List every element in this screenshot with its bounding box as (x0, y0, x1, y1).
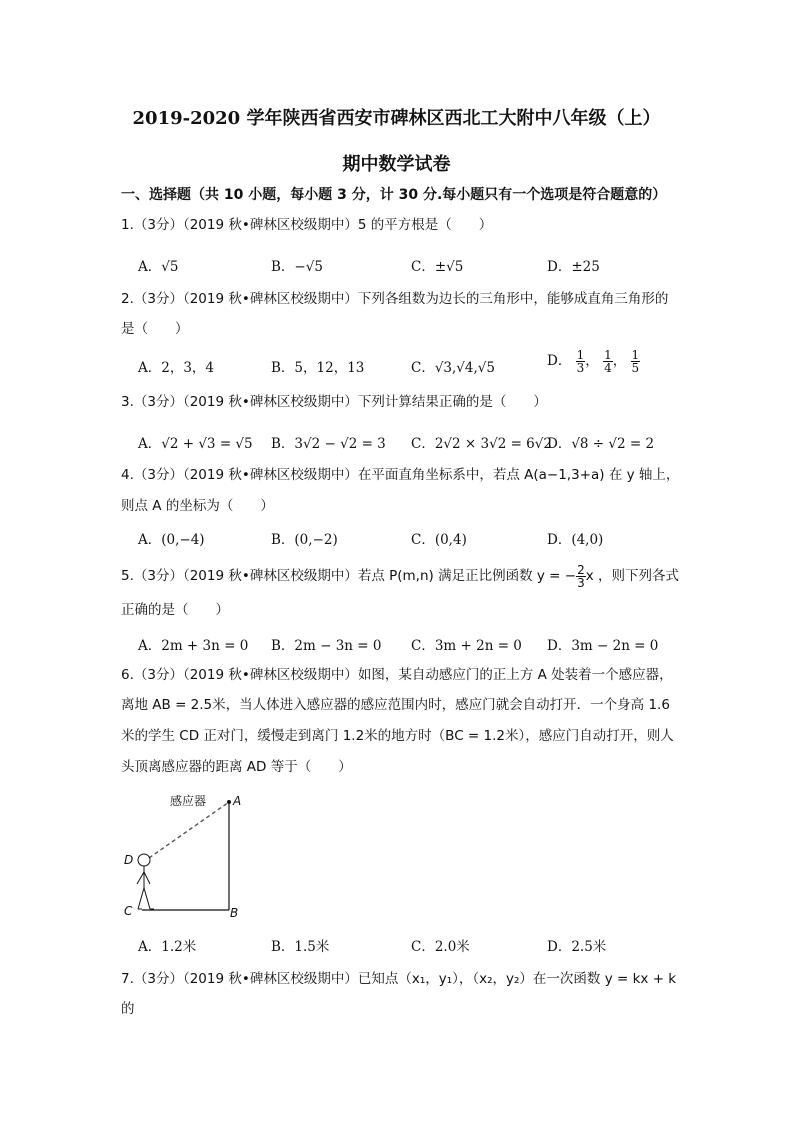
q4-option-d: D．(4,0) (547, 532, 604, 548)
question-4-options (138, 528, 678, 552)
label-sensor: 感应器 (170, 794, 207, 808)
q6-option-c: C．2.0米 (411, 939, 470, 955)
student-figure (137, 854, 154, 909)
q3-option-c: C．2√2 × 3√2 = 6√2 (411, 436, 552, 452)
q2-fraction-3: $\frac{1}{5}$ (631, 348, 640, 375)
question-2-stem-line-2: 是（ ） (121, 321, 189, 337)
q2-option-b: B．5，12，13 (271, 360, 365, 376)
label-c: C (124, 904, 133, 918)
question-3-options (138, 432, 678, 456)
question-6-line-2: 离地 AB = 2.5米，当人体进入感应器的感应范围内时，感应门就会自动打开．一个身高 1.6 (121, 697, 670, 713)
question-1-options (138, 255, 678, 279)
q5-option-d: D．3m − 2n = 0 (547, 638, 659, 654)
q3-option-a: A．√2 + √3 = √5 (138, 436, 253, 452)
title-line-1: 2019-2020 学年陕西省西安市碑林区西北工大附中八年级（上） (132, 108, 661, 129)
q1-option-b: B．−√5 (271, 259, 323, 275)
question-6-line-1: 6.（3分）（2019 秋•碑林区校级期中）如图，某自动感应门的正上方 A 处装着一个感应器， (121, 667, 673, 683)
q2-option-c: C．√3,√4,√5 (411, 360, 495, 376)
question-1-stem: 1.（3分）（2019 秋•碑林区校级期中）5 的平方根是（ ） (121, 217, 493, 233)
q5-fraction: $\frac{2}{3}$ (577, 562, 585, 590)
q5-option-a: A．2m + 3n = 0 (138, 638, 249, 654)
question-3-stem: 3.（3分）（2019 秋•碑林区校级期中）下列计算结果正确的是（ ） (121, 394, 547, 410)
q6-option-b: B．1.5米 (271, 939, 330, 955)
q1-option-c: C．±√5 (411, 259, 464, 275)
q4-option-c: C．(0,4) (411, 532, 467, 548)
question-6-options (138, 935, 678, 959)
q1-option-d: D．±25 (547, 259, 600, 275)
title-line-2: 期中数学试卷 (342, 154, 451, 175)
label-a: A (233, 794, 242, 808)
question-4-stem-line-2: 则点 A 的坐标为（ ） (121, 498, 274, 514)
q2-option-d-prefix: D． (547, 353, 572, 369)
q2-option-a: A．2，3，4 (138, 360, 215, 376)
q1-option-a: A．√5 (138, 259, 179, 275)
question-5-options (138, 634, 678, 658)
sensor-point (227, 800, 231, 804)
q2-fraction-1: $\frac{1}{3}$ (576, 348, 585, 375)
question-6-line-4: 头顶离感应器的距离 AD 等于（ ） (121, 759, 352, 775)
section-heading: 一、选择题（共 10 小题，每小题 3 分，计 30 分.每小题只有一个选项是符合题意的） (121, 187, 667, 203)
q4-option-a: A．(0,−4) (138, 532, 205, 548)
q6-option-d: D．2.5米 (547, 939, 607, 955)
q2-option-d: D． $\frac{1}{3}$ ， $\frac{1}{4}$ ， $\frac{1}{5}$ (547, 348, 640, 375)
question-2-stem-line-1: 2.（3分）（2019 秋•碑林区校级期中）下列各组数为边长的三角形中，能够成直角三角形的 (121, 291, 669, 307)
q5-option-c: C．3m + 2n = 0 (411, 638, 522, 654)
q3-option-b: B．3√2 − √2 = 3 (271, 436, 386, 452)
q2-fraction-2: $\frac{1}{4}$ (604, 348, 612, 375)
label-b: B (230, 906, 239, 920)
q5-option-b: B．2m − 3n = 0 (271, 638, 382, 654)
question-5-stem-line-1 (121, 561, 681, 591)
q4-option-b: B．(0,−2) (271, 532, 338, 548)
q6-option-a: A．1.2米 (138, 939, 197, 955)
q5-stem-part-a: 5.（3分）（2019 秋•碑林区校级期中）若点 P(m,n) 满足正比例函数 y = − (121, 568, 577, 584)
sensor-door-figure (118, 788, 248, 920)
question-4-stem-line-1: 4.（3分）（2019 秋•碑林区校级期中）在平面直角坐标系中，若点 A(a−1,3+a) 在 y 轴上， (121, 467, 680, 483)
question-2-options (138, 348, 678, 380)
q3-option-d: D．√8 ÷ √2 = 2 (547, 436, 655, 452)
question-7-line-1: 7.（3分）（2019 秋•碑林区校级期中）已知点（x₁，y₁），（x₂，y₂）在一次函数 y = kx + k 的 (121, 971, 677, 1017)
label-d: D (124, 853, 134, 867)
dashed-line-da (149, 802, 229, 858)
question-6-line-3: 米的学生 CD 正对门，缓慢走到离门 1.2米的地方时（BC = 1.2米），感应门自动打开，则人 (121, 728, 674, 744)
q5-stem-part-b: x ，则下列各式 (585, 568, 679, 584)
question-5-stem-line-2: 正确的是（ ） (121, 602, 229, 618)
